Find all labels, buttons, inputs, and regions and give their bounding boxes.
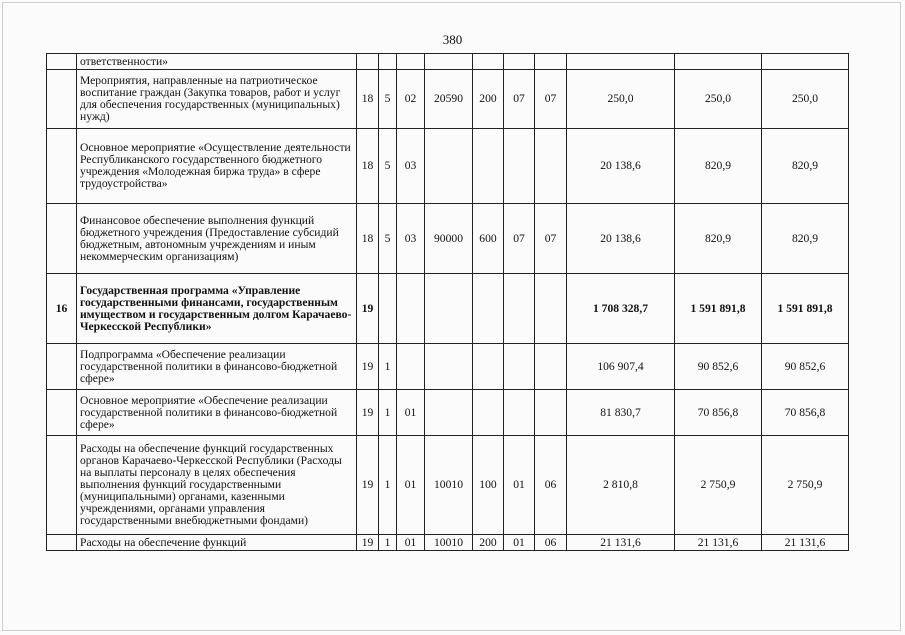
code-program: 18 [357,129,379,204]
code-subprogram: 5 [379,204,397,274]
code-subprogram: 1 [379,390,397,436]
table-row [47,535,849,551]
code-subsection: 06 [535,535,567,551]
code-direction [425,344,473,390]
code-expense-type: 600 [473,204,504,274]
code-direction [425,129,473,204]
row-number [47,436,77,535]
code-subprogram [379,274,397,344]
code-program: 19 [357,274,379,344]
row-number [47,70,77,129]
value-year2: 1 591 891,8 [675,274,762,344]
code-event [397,274,425,344]
row-name: Расходы на обеспечение функций [77,535,357,551]
value-year3: 70 856,8 [762,390,849,436]
code-direction: 10010 [425,436,473,535]
value-year1: 250,0 [567,70,675,129]
table-row [47,390,849,436]
row-number [47,54,77,70]
value-year2: 820,9 [675,204,762,274]
value-year1: 21 131,6 [567,535,675,551]
value-year1: 20 138,6 [567,204,675,274]
code-subsection [535,390,567,436]
code-direction: 20590 [425,70,473,129]
code-section: 01 [504,436,535,535]
value-year1: 106 907,4 [567,344,675,390]
value-year2: 70 856,8 [675,390,762,436]
value-year2: 2 750,9 [675,436,762,535]
value-year3: 1 591 891,8 [762,274,849,344]
budget-table [46,53,849,551]
code-event [397,54,425,70]
row-number [47,129,77,204]
code-direction [425,274,473,344]
code-program: 18 [357,70,379,129]
code-subsection: 07 [535,204,567,274]
value-year3: 2 750,9 [762,436,849,535]
value-year3 [762,54,849,70]
code-expense-type [473,274,504,344]
code-program: 19 [357,390,379,436]
value-year2: 250,0 [675,70,762,129]
code-subprogram: 1 [379,436,397,535]
code-subprogram: 1 [379,344,397,390]
value-year3: 21 131,6 [762,535,849,551]
code-event: 03 [397,129,425,204]
value-year1 [567,54,675,70]
code-section [504,54,535,70]
code-event: 03 [397,204,425,274]
table-row [47,70,849,129]
code-section: 07 [504,70,535,129]
code-direction [425,390,473,436]
table-row [47,436,849,535]
row-number [47,204,77,274]
table-row [47,54,849,70]
code-event: 01 [397,436,425,535]
code-expense-type [473,390,504,436]
code-expense-type: 200 [473,535,504,551]
row-name: Расходы на обеспечение функций государственных органов Карачаево-Черкесской Республики (Расходы на выплаты персоналу в целях обеспечения выполнения функций государственными (муниципальными) органами, казенными учреждениями, органами управления государственными внебюджетными фондами) [77,436,357,535]
value-year2: 820,9 [675,129,762,204]
row-number [47,344,77,390]
code-event: 01 [397,390,425,436]
value-year2: 21 131,6 [675,535,762,551]
value-year1: 81 830,7 [567,390,675,436]
code-subsection: 06 [535,436,567,535]
code-section: 01 [504,535,535,551]
code-section [504,129,535,204]
row-number [47,390,77,436]
table-row [47,344,849,390]
code-direction [425,54,473,70]
code-expense-type: 200 [473,70,504,129]
value-year1: 20 138,6 [567,129,675,204]
code-section [504,274,535,344]
row-name: ответственности» [77,54,357,70]
page-number: 380 [442,32,463,47]
row-name: Государственная программа «Управление государственными финансами, государственным имуществом и государственным долгом Карачаево-Черкесской Республики» [77,274,357,344]
row-name: Мероприятия, направленные на патриотическое воспитание граждан (Закупка товаров, работ и услуг для обеспечения государственных (муниципальных) нужд) [77,70,357,129]
row-name: Основное мероприятие «Обеспечение реализации государственной политики в финансово-бюджетной сфере» [77,390,357,436]
code-subsection [535,54,567,70]
code-subprogram [379,54,397,70]
value-year3: 250,0 [762,70,849,129]
code-event [397,344,425,390]
code-program [357,54,379,70]
row-name: Подпрограмма «Обеспечение реализации государственной политики в финансово-бюджетной сфере» [77,344,357,390]
code-event: 01 [397,535,425,551]
value-year3: 820,9 [762,129,849,204]
value-year1: 2 810,8 [567,436,675,535]
code-subprogram: 1 [379,535,397,551]
code-subprogram: 5 [379,70,397,129]
code-program: 19 [357,344,379,390]
code-program: 19 [357,535,379,551]
code-subsection [535,274,567,344]
code-program: 19 [357,436,379,535]
code-direction: 10010 [425,535,473,551]
code-subsection [535,344,567,390]
row-number: 16 [47,274,77,344]
table-row [47,204,849,274]
code-program: 18 [357,204,379,274]
code-expense-type [473,344,504,390]
value-year2: 90 852,6 [675,344,762,390]
code-section: 07 [504,204,535,274]
code-section [504,390,535,436]
code-expense-type: 100 [473,436,504,535]
value-year1: 1 708 328,7 [567,274,675,344]
value-year3: 820,9 [762,204,849,274]
code-direction: 90000 [425,204,473,274]
value-year2 [675,54,762,70]
code-section [504,344,535,390]
value-year3: 90 852,6 [762,344,849,390]
row-number [47,535,77,551]
code-subprogram: 5 [379,129,397,204]
row-name: Финансовое обеспечение выполнения функций бюджетного учреждения (Предоставление субсидий бюджетным, автономным учреждениям и иным некоммерческим организациям) [77,204,357,274]
code-expense-type [473,129,504,204]
code-expense-type [473,54,504,70]
code-subsection: 07 [535,70,567,129]
code-subsection [535,129,567,204]
row-name: Основное мероприятие «Осуществление деятельности Республиканского государственного бюджетного учреждения «Молодежная биржа труда» в сфере трудоустройства» [77,129,357,204]
code-event: 02 [397,70,425,129]
table-row [47,274,849,344]
table-row [47,129,849,204]
